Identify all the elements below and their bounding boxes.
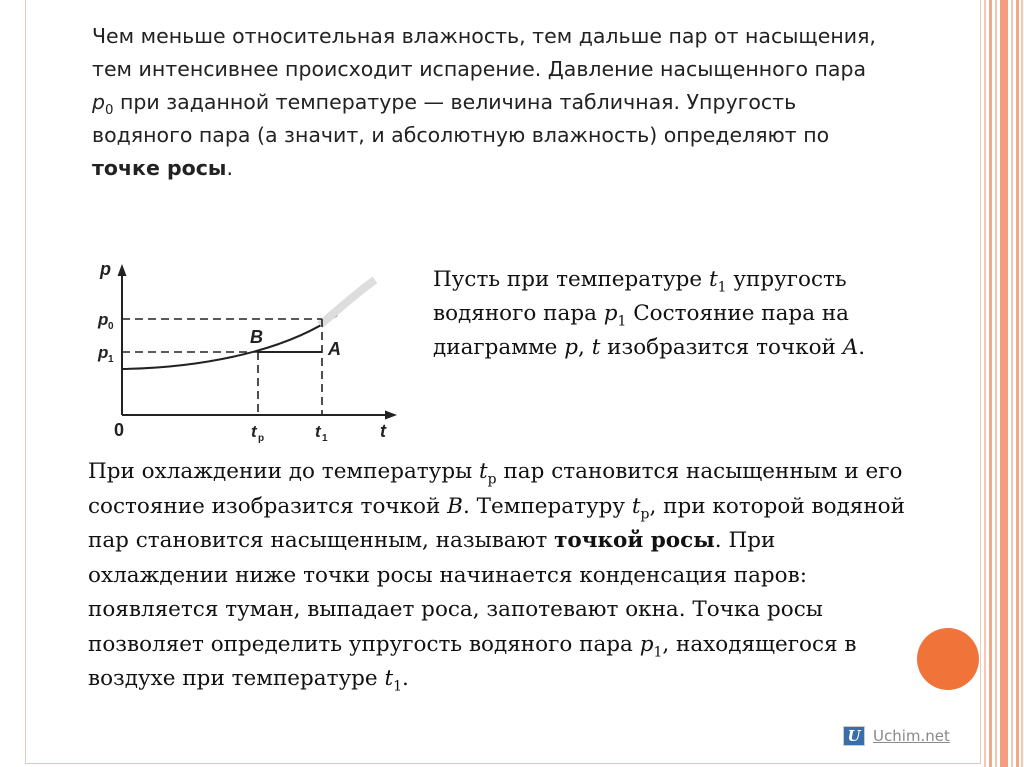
- t1-sub-label: 1: [322, 433, 328, 444]
- uchim-logo-icon: U: [843, 726, 865, 746]
- x-axis-arrow: [385, 411, 397, 420]
- decorative-stripes: [984, 0, 1024, 767]
- y-axis-label: p: [100, 259, 111, 279]
- y-axis-arrow: [118, 264, 127, 276]
- curve-shadow: [320, 280, 375, 325]
- t1-label: t: [315, 422, 321, 441]
- p0-label: p: [98, 310, 109, 329]
- decorative-circle: [917, 628, 979, 690]
- point-a-label: A: [328, 339, 341, 359]
- point-b-label: B: [250, 327, 263, 347]
- uchim-link[interactable]: Uchim.net: [873, 727, 950, 745]
- dew-point-term: точке росы: [92, 156, 227, 180]
- uchim-logo[interactable]: [843, 726, 950, 746]
- cooling-paragraph: При охлаждении до температуры $t_р$ пар становится насыщенным и его состояние изобразится точкой B. Температуру $t_р$, при которой водяной пар становится насыщенным, называют точкой росы. При охлаждении ниже точки росы начинается конденсация паров: появляется туман, выпадает роса, запотевают окна. Точка росы позволяет определить упругость водяного пара $p_1$, находящегося в воздухе при температуре $t_1$.: [88, 459, 905, 695]
- tp-sub-label: р: [258, 433, 265, 444]
- p0-sub-label: 0: [108, 321, 114, 332]
- origin-label: 0: [114, 420, 125, 440]
- intro-paragraph: Чем меньше относительная влажность, тем дальше пар от насыщения, тем интенсивнее происходит испарение. Давление насыщенного пара $p_0$ при заданной температуре — величина табличная. Упругость водяного пара (а значит, и абсолютную влажность) определяют по точке росы.: [92, 24, 876, 180]
- saturation-curve: [122, 315, 337, 369]
- tp-label: t: [251, 422, 257, 441]
- state-paragraph: Пусть при температуре $t_1$ упругость водяного пара $p_1$ Состояние пара на диаграмме p, t изобразится точкой A.: [433, 267, 866, 360]
- dew-point-term-2: точкой росы: [554, 528, 715, 553]
- p-t-diagram: [90, 250, 410, 445]
- p1-label: p: [98, 343, 109, 362]
- x-axis-label: t: [380, 421, 386, 441]
- p1-sub-label: 1: [108, 354, 114, 365]
